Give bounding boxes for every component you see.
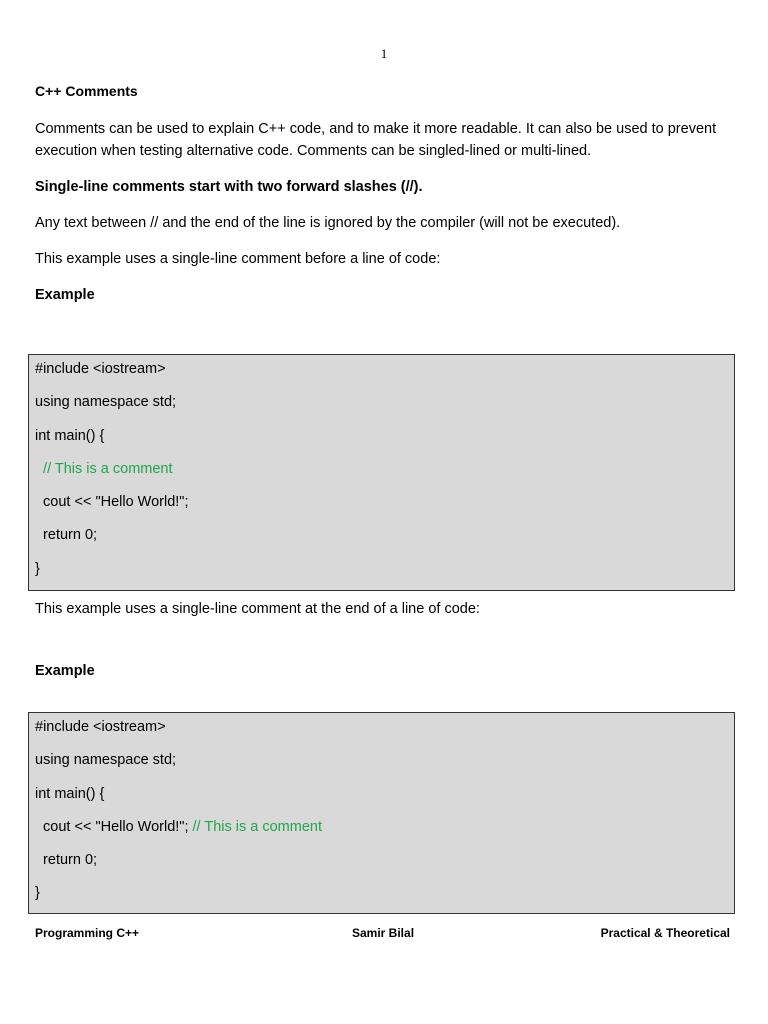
page-footer (35, 926, 730, 944)
code-line: #include <iostream> (35, 361, 166, 377)
code-line-with-comment (35, 816, 728, 849)
document-body (35, 82, 735, 306)
code-comment: // This is a comment (192, 818, 322, 835)
code-comment: // This is a comment (35, 460, 173, 477)
code-line: using namespace std; (35, 394, 177, 411)
footer-left: Programming C++ (35, 926, 140, 940)
example2-label: Example (35, 663, 95, 679)
code-line: } (35, 885, 40, 902)
example1-intro: This example uses a single-line comment before a line of code: (35, 251, 441, 267)
code-line: cout << "Hello World!"; (35, 494, 189, 511)
code-line: } (35, 560, 40, 577)
footer-right: Practical & Theoretical (600, 926, 730, 940)
code-line: int main() { (35, 427, 105, 444)
code-line: #include <iostream> (35, 719, 166, 735)
page-number: 1 (380, 46, 388, 61)
intro-paragraph: Comments can be used to explain C++ code, and to make it more readable. It can also be used to prevent execution when testing alternative code. Comments can be singled-lined or multi-lined. (35, 121, 717, 159)
code-line: return 0; (35, 852, 98, 869)
code-line: int main() { (35, 785, 105, 802)
code-segment: cout << "Hello World!"; (35, 818, 193, 835)
example2-intro: This example uses a single-line comment at the end of a line of code: (35, 601, 480, 617)
code-line: using namespace std; (35, 752, 177, 769)
single-line-heading: Single-line comments start with two forward slashes (//). (35, 179, 423, 195)
code-line: return 0; (35, 527, 98, 544)
code-block-2 (28, 712, 735, 914)
footer-center: Samir Bilal (352, 926, 415, 940)
section-heading: C++ Comments (35, 83, 138, 99)
ignored-text-paragraph: Any text between // and the end of the line is ignored by the compiler (will not be executed). (35, 215, 621, 231)
example1-label: Example (35, 287, 95, 303)
code-block-1 (28, 354, 735, 591)
